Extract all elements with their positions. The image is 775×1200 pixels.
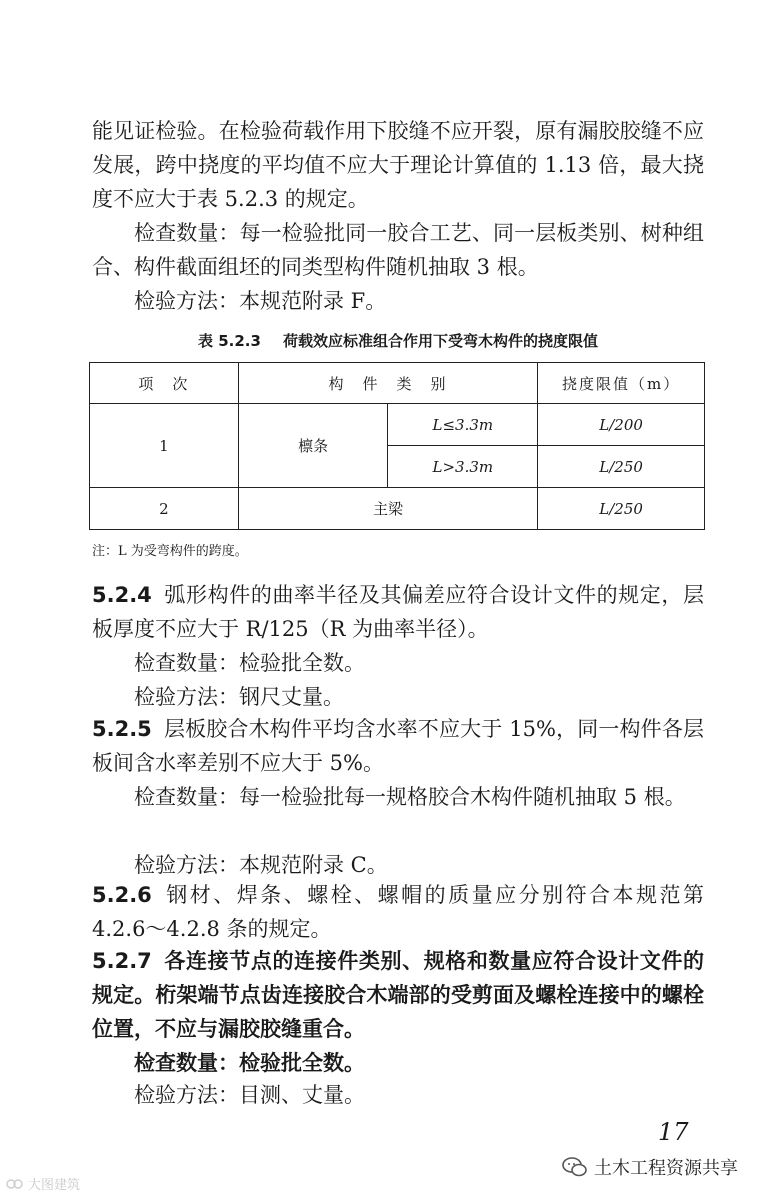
cell-category-purlin: 檩条 <box>238 404 388 488</box>
paragraph-intro: 能见证检验。在检验荷载作用下胶缝不应开裂，原有漏胶胶缝不应发展，跨中挠度的平均值不应大于理论计算值的 1.13 倍，最大挠度不应大于表 5.2.3 的规定。 <box>92 119 704 211</box>
table-caption-number: 表 5.2.3 <box>198 332 261 350</box>
cell-limit-200: L/200 <box>538 404 705 446</box>
watermark-logo-icon <box>6 1177 24 1191</box>
table-row <box>90 404 705 446</box>
clause-5-2-7-quantity: 检查数量：检验批全数。 <box>134 1051 365 1075</box>
clause-5-2-7-method: 检验方法：目测、丈量。 <box>134 1083 365 1107</box>
cell-item-1: 1 <box>90 404 239 488</box>
clause-5-2-4-method: 检验方法：钢尺丈量。 <box>134 685 344 709</box>
cell-condition-short: L≤3.3m <box>388 404 538 446</box>
clause-text: 各连接节点的连接件类别、规格和数量应符合设计文件的规定。桁架端节点齿连接胶合木端部的受剪面及螺栓连接中的螺栓位置，不应与漏胶胶缝重合。 <box>92 949 704 1041</box>
clause-number: 5.2.5 <box>92 717 152 741</box>
table-row <box>90 488 705 530</box>
table-note: 注：L 为受弯构件的跨度。 <box>92 544 248 559</box>
clause-text: 钢材、焊条、螺栓、螺帽的质量应分别符合本规范第 4.2.6～4.2.8 条的规定。 <box>92 883 704 941</box>
table-header-row <box>90 363 705 404</box>
cell-condition-long: L>3.3m <box>388 446 538 488</box>
header-item: 项 次 <box>90 363 239 404</box>
clause-text: 层板胶合木构件平均含水率不应大于 15%，同一构件各层板间含水率差别不应大于 5%。 <box>92 717 704 775</box>
watermark-right-text: 土木工程资源共享 <box>594 1158 738 1179</box>
watermark-right <box>562 1154 738 1180</box>
paragraph-inspection-method: 检验方法：本规范附录 F。 <box>134 289 387 313</box>
clause-number: 5.2.7 <box>92 949 152 973</box>
watermark-left-text: 大图建筑 <box>28 1178 81 1193</box>
clause-text: 弧形构件的曲率半径及其偏差应符合设计文件的规定，层板厚度不应大于 R/125（R 为曲率半径）。 <box>92 583 704 641</box>
cell-category-main-beam: 主梁 <box>238 488 538 530</box>
clause-5-2-5 <box>92 712 704 780</box>
watermark-left <box>6 1174 80 1193</box>
clause-number: 5.2.6 <box>92 883 152 907</box>
header-category: 构 件 类 别 <box>238 363 538 404</box>
clause-number: 5.2.4 <box>92 583 152 607</box>
table-caption <box>92 330 704 351</box>
wechat-icon <box>562 1156 588 1178</box>
deflection-limit-table <box>89 362 705 530</box>
clause-5-2-6 <box>92 878 704 946</box>
page-number: 17 <box>658 1118 689 1146</box>
table-caption-title: 荷载效应标准组合作用下受弯木构件的挠度限值 <box>282 332 598 350</box>
cell-limit-main-beam: L/250 <box>538 488 705 530</box>
clause-5-2-7 <box>92 944 704 1046</box>
header-limit: 挠度限值（m） <box>538 363 705 404</box>
clause-5-2-4 <box>92 578 704 646</box>
clause-5-2-4-quantity: 检查数量：检验批全数。 <box>134 651 365 675</box>
cell-item-2: 2 <box>90 488 239 530</box>
clause-5-2-5-method: 检验方法：本规范附录 C。 <box>134 853 388 877</box>
clause-5-2-5-quantity: 检查数量：每一检验批每一规格胶合木构件随机抽取 5 根。 <box>134 785 686 809</box>
cell-limit-250: L/250 <box>538 446 705 488</box>
paragraph-inspection-quantity: 检查数量：每一检验批同一胶合工艺、同一层板类别、树种组合、构件截面组坯的同类型构件随机抽取 3 根。 <box>92 221 704 279</box>
